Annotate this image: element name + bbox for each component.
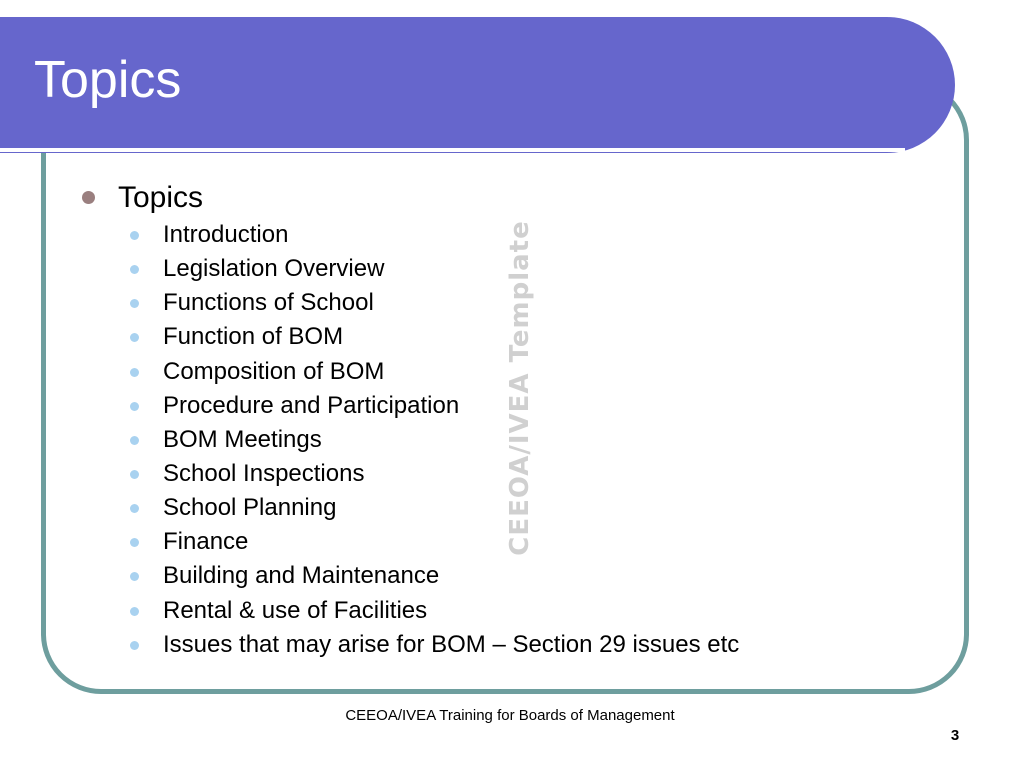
bullet-icon (130, 299, 139, 308)
main-bullet-icon (82, 191, 95, 204)
list-item-text: Introduction (163, 221, 289, 248)
list-item-text: Legislation Overview (163, 255, 385, 283)
bullet-icon (130, 368, 139, 377)
list-item-text: Issues that may arise for BOM – Section 29 issues etc (163, 630, 740, 658)
list-item (130, 320, 739, 354)
main-bullet-text: Topics (118, 181, 204, 214)
list-item (130, 286, 739, 320)
list-item-text: Functions of School (163, 289, 374, 317)
footer-text: CEEOA/IVEA Training for Boards of Management (345, 707, 675, 724)
bullet-icon (130, 333, 139, 342)
list-item-text: Function of BOM (163, 323, 344, 351)
bullet-icon (130, 607, 139, 616)
list-item (130, 423, 739, 457)
list-item (130, 594, 739, 628)
slide-title: Topics (34, 51, 182, 109)
bullet-icon (130, 572, 139, 581)
list-item-text: Finance (163, 528, 249, 556)
list-item (130, 457, 739, 491)
list-item (130, 491, 739, 525)
bullet-icon (130, 265, 139, 274)
list-item (130, 218, 739, 252)
list-item (130, 252, 739, 286)
title-underline (0, 148, 905, 152)
template-watermark: CEEOA/IVEA Template (505, 220, 535, 556)
bullet-icon (130, 504, 139, 513)
bullet-icon (130, 538, 139, 547)
list-item-text: School Planning (163, 494, 337, 522)
bullet-icon (130, 470, 139, 479)
list-item (130, 628, 739, 662)
topics-list (130, 218, 739, 662)
list-item-text: Procedure and Participation (163, 391, 460, 419)
bullet-icon (130, 402, 139, 411)
page-number: 3 (950, 727, 960, 744)
list-item (130, 525, 739, 559)
list-item-text: Composition of BOM (163, 357, 385, 385)
list-item-text: Building and Maintenance (163, 562, 440, 590)
bullet-icon (130, 641, 139, 650)
list-item-text: School Inspections (163, 459, 365, 487)
bullet-icon (130, 231, 139, 240)
bullet-icon (130, 436, 139, 445)
list-item (130, 389, 739, 423)
list-item (130, 559, 739, 593)
list-item (130, 355, 739, 389)
list-item-text: BOM Meetings (163, 425, 322, 453)
list-item-text: Rental & use of Facilities (163, 596, 428, 624)
